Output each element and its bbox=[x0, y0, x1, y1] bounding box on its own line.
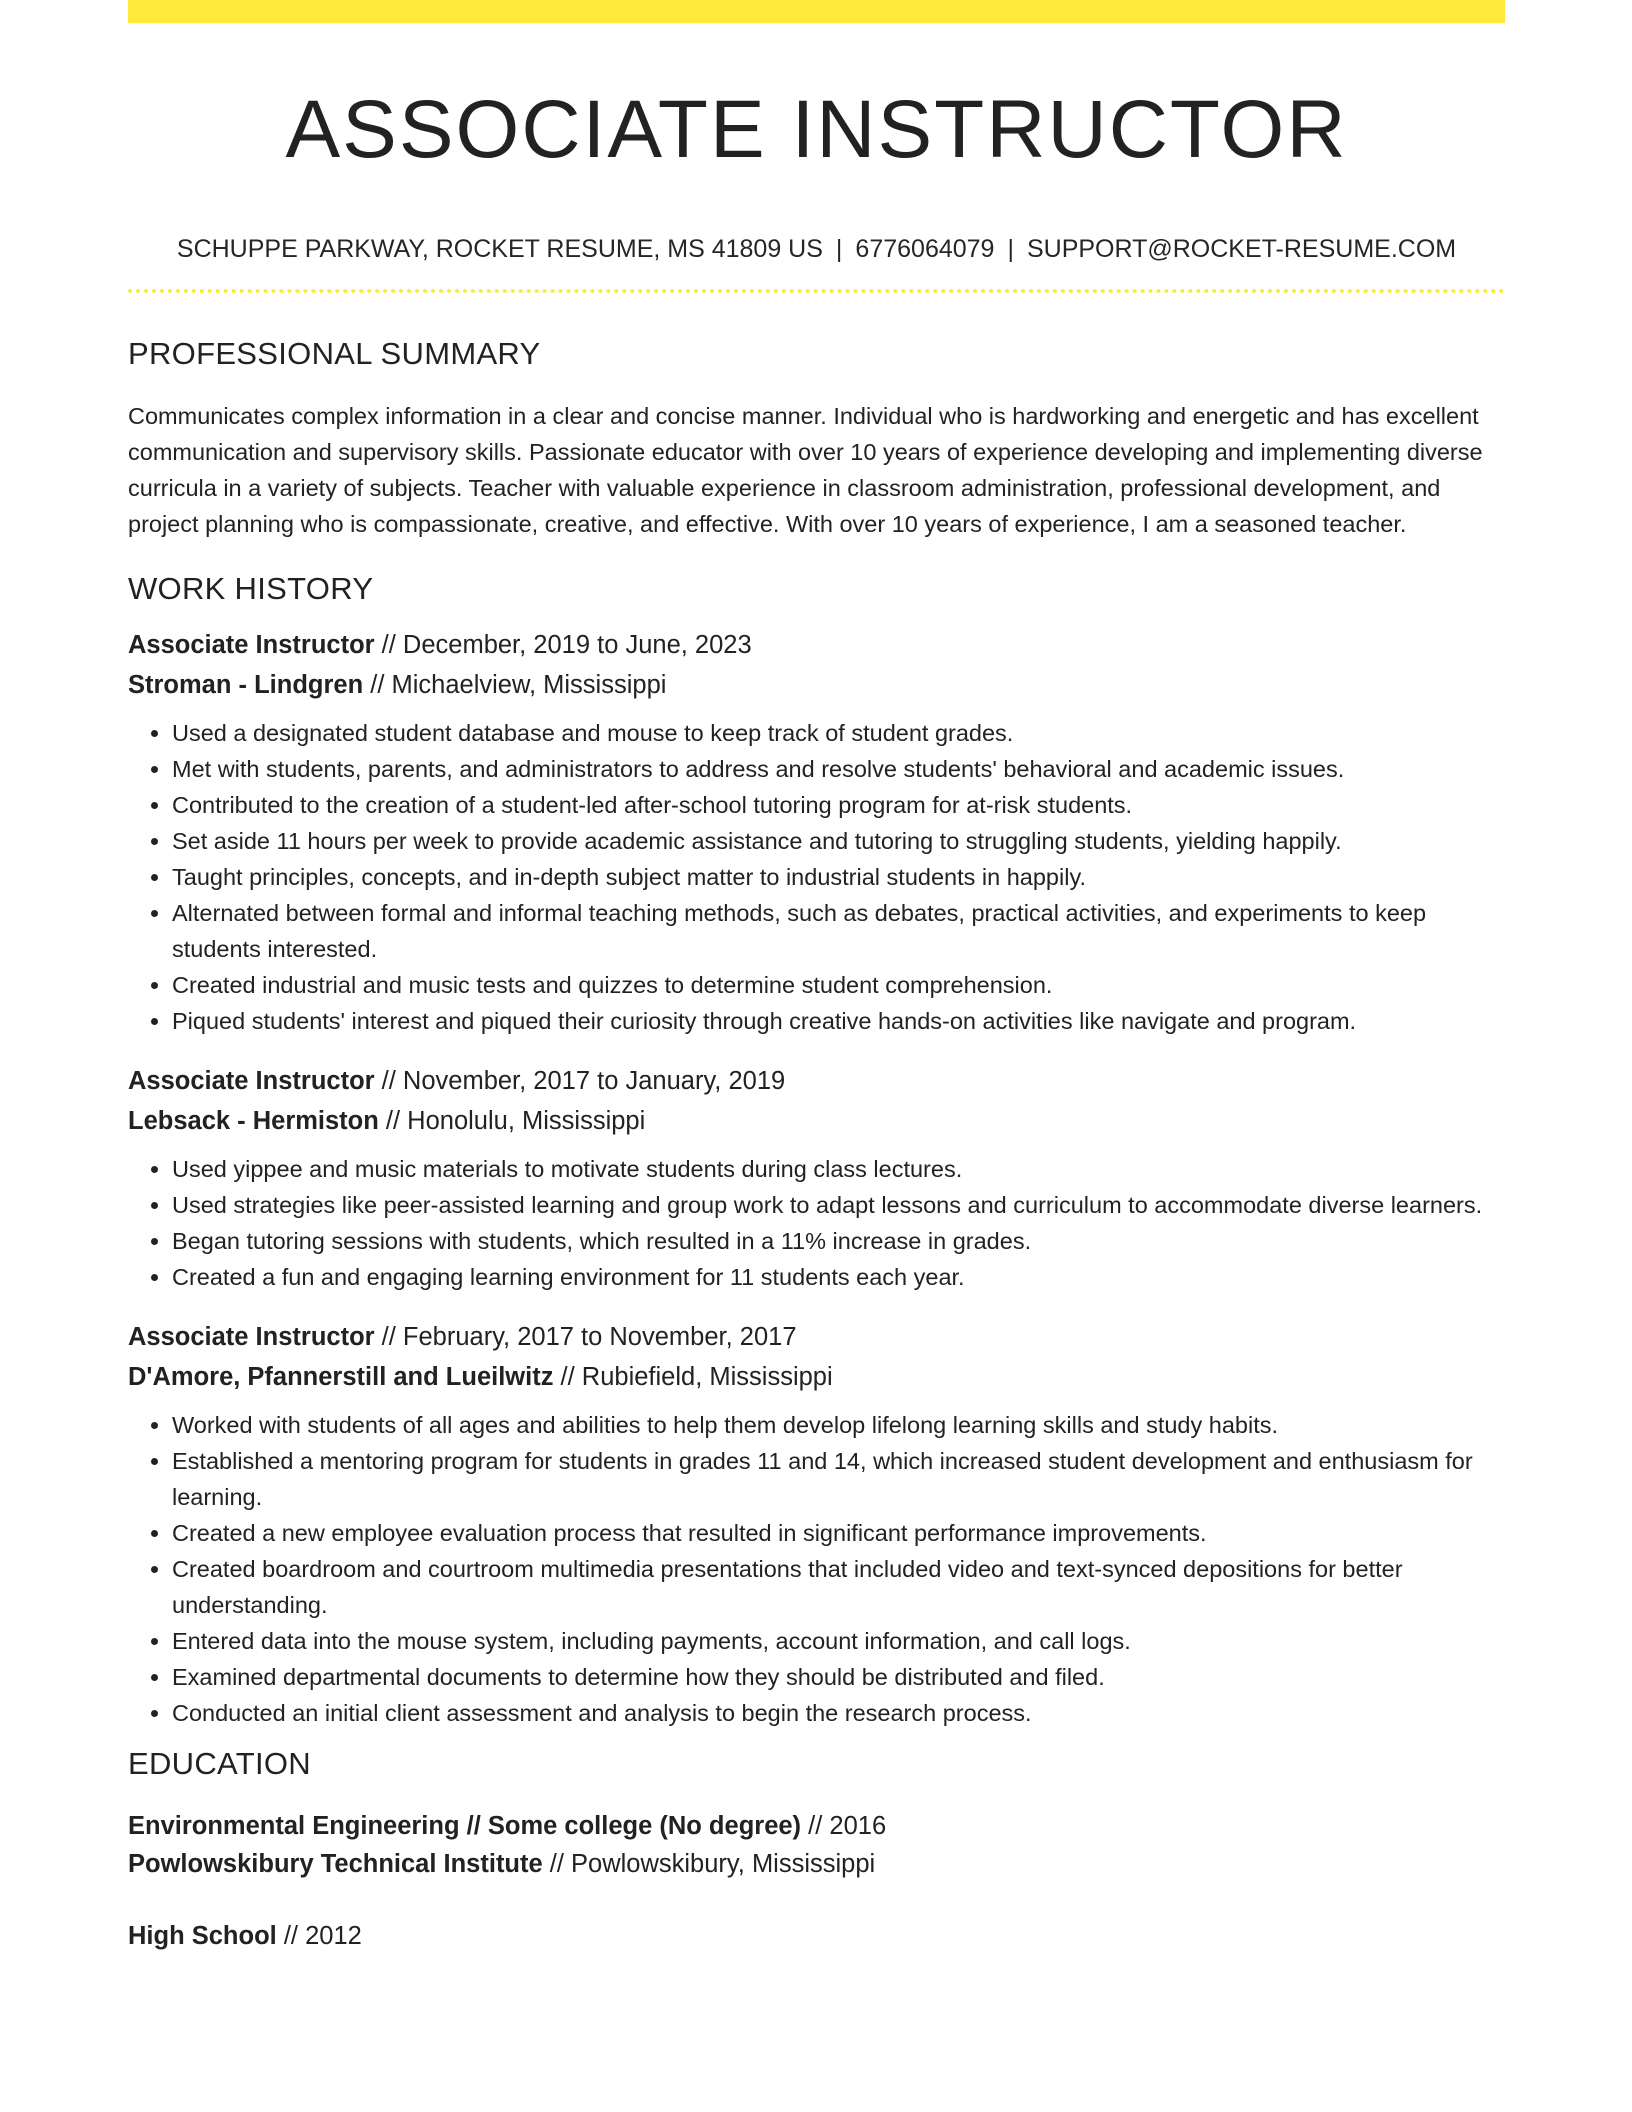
job-bullet: • Created industrial and music tests and quizzes to determine student comprehension. bbox=[172, 967, 1505, 1003]
education-school: Powlowskibury Technical Institute bbox=[128, 1850, 543, 1878]
job-bullet: • Used yippee and music materials to motivate students during class lectures. bbox=[172, 1151, 1505, 1187]
contact-separator: | bbox=[1007, 235, 1014, 263]
education-year: // 2016 bbox=[801, 1812, 887, 1840]
job-bullet: • Entered data into the mouse system, including payments, account information, and call logs. bbox=[172, 1623, 1505, 1659]
job-role: Associate Instructor bbox=[128, 1067, 375, 1095]
job-title-line bbox=[128, 1061, 1505, 1101]
job-bullet: • Alternated between formal and informal teaching methods, such as debates, practical activities, and experiments to keep students interested. bbox=[172, 895, 1505, 967]
job-bullets bbox=[128, 1151, 1505, 1295]
education-school-line bbox=[128, 1845, 1505, 1883]
contact-separator: | bbox=[835, 235, 843, 263]
job-company-line bbox=[128, 665, 1505, 705]
education-degree-line bbox=[128, 1917, 1505, 1955]
job-bullet: • Used strategies like peer-assisted learning and group work to adapt lessons and curriculum to accommodate diverse learners. bbox=[172, 1187, 1505, 1223]
job-dates: // November, 2017 to January, 2019 bbox=[374, 1067, 786, 1095]
resume-content bbox=[128, 0, 1505, 1955]
job-company-line bbox=[128, 1357, 1505, 1397]
job-bullets bbox=[128, 1407, 1505, 1731]
job-bullet: • Created boardroom and courtroom multimedia presentations that included video and text-synced depositions for better understanding. bbox=[172, 1551, 1505, 1623]
job-bullet: • Conducted an initial client assessment and analysis to begin the research process. bbox=[172, 1695, 1505, 1731]
section-title-summary: PROFESSIONAL SUMMARY bbox=[128, 336, 541, 371]
education-entry bbox=[128, 1807, 1505, 1883]
dotted-divider bbox=[128, 289, 1505, 293]
job-location: // Michaelview, Mississippi bbox=[363, 671, 667, 699]
job-entry bbox=[128, 1061, 1505, 1295]
job-company: Stroman - Lindgren bbox=[128, 671, 364, 699]
contact-address: SCHUPPE PARKWAY, ROCKET RESUME, MS 41809 US bbox=[176, 235, 823, 263]
contact-email[interactable]: SUPPORT@ROCKET-RESUME.COM bbox=[1026, 235, 1457, 263]
job-bullet: • Used a designated student database and mouse to keep track of student grades. bbox=[172, 715, 1505, 751]
job-bullet: • Examined departmental documents to determine how they should be distributed and filed. bbox=[172, 1659, 1505, 1695]
job-entry bbox=[128, 625, 1505, 1039]
job-bullets bbox=[128, 715, 1505, 1039]
summary-text: Communicates complex information in a clear and concise manner. Individual who is hardworking and energetic and has excellent communication and supervisory skills. Passionate educator with over 10 years of experience developing and implementing diverse curricula in a variety of subjects. Teacher with valuable experience in classroom administration, professional development, and project planning who is compassionate, creative, and effective. With over 10 years of experience, I am a seasoned teacher. bbox=[128, 403, 1483, 537]
education-degree-line bbox=[128, 1807, 1505, 1845]
education-location: // Powlowskibury, Mississippi bbox=[542, 1850, 876, 1878]
job-bullet: • Met with students, parents, and administrators to address and resolve students' behavioral and academic issues. bbox=[172, 751, 1505, 787]
job-dates: // February, 2017 to November, 2017 bbox=[374, 1323, 797, 1351]
job-bullet: • Set aside 11 hours per week to provide academic assistance and tutoring to struggling students, yielding happily. bbox=[172, 823, 1505, 859]
job-company-line bbox=[128, 1101, 1505, 1141]
contact-phone[interactable]: 6776064079 bbox=[855, 235, 995, 263]
job-role: Associate Instructor bbox=[128, 1323, 375, 1351]
job-title-line bbox=[128, 1317, 1505, 1357]
job-location: // Rubiefield, Mississippi bbox=[553, 1363, 833, 1391]
job-bullet: • Worked with students of all ages and abilities to help them develop lifelong learning skills and study habits. bbox=[172, 1407, 1505, 1443]
job-role: Associate Instructor bbox=[128, 631, 375, 659]
job-dates: // December, 2019 to June, 2023 bbox=[374, 631, 752, 659]
job-title-line bbox=[128, 625, 1505, 665]
job-bullet: • Began tutoring sessions with students, which resulted in a 11% increase in grades. bbox=[172, 1223, 1505, 1259]
contact-line bbox=[128, 234, 1505, 264]
job-bullet: • Created a new employee evaluation process that resulted in significant performance improvements. bbox=[172, 1515, 1505, 1551]
job-company: D'Amore, Pfannerstill and Lueilwitz bbox=[128, 1363, 554, 1391]
education-degree: Environmental Engineering // Some college (No degree) bbox=[128, 1812, 802, 1840]
job-entry bbox=[128, 1317, 1505, 1731]
job-bullet: • Created a fun and engaging learning environment for 11 students each year. bbox=[172, 1259, 1505, 1295]
section-title-work-history: WORK HISTORY bbox=[128, 571, 374, 606]
job-location: // Honolulu, Mississippi bbox=[378, 1107, 646, 1135]
candidate-name: ASSOCIATE INSTRUCTOR bbox=[285, 84, 1348, 175]
education-year: // 2012 bbox=[276, 1922, 362, 1950]
section-title-education: EDUCATION bbox=[128, 1746, 311, 1781]
job-bullet: • Contributed to the creation of a student-led after-school tutoring program for at-risk students. bbox=[172, 787, 1505, 823]
job-company: Lebsack - Hermiston bbox=[128, 1107, 379, 1135]
job-bullet: • Taught principles, concepts, and in-depth subject matter to industrial students in happily. bbox=[172, 859, 1505, 895]
job-bullet: • Established a mentoring program for students in grades 11 and 14, which increased student development and enthusiasm for learning. bbox=[172, 1443, 1505, 1515]
education-degree: High School bbox=[128, 1922, 277, 1950]
job-bullet: • Piqued students' interest and piqued their curiosity through creative hands-on activities like navigate and program. bbox=[172, 1003, 1505, 1039]
education-entry bbox=[128, 1917, 1505, 1955]
